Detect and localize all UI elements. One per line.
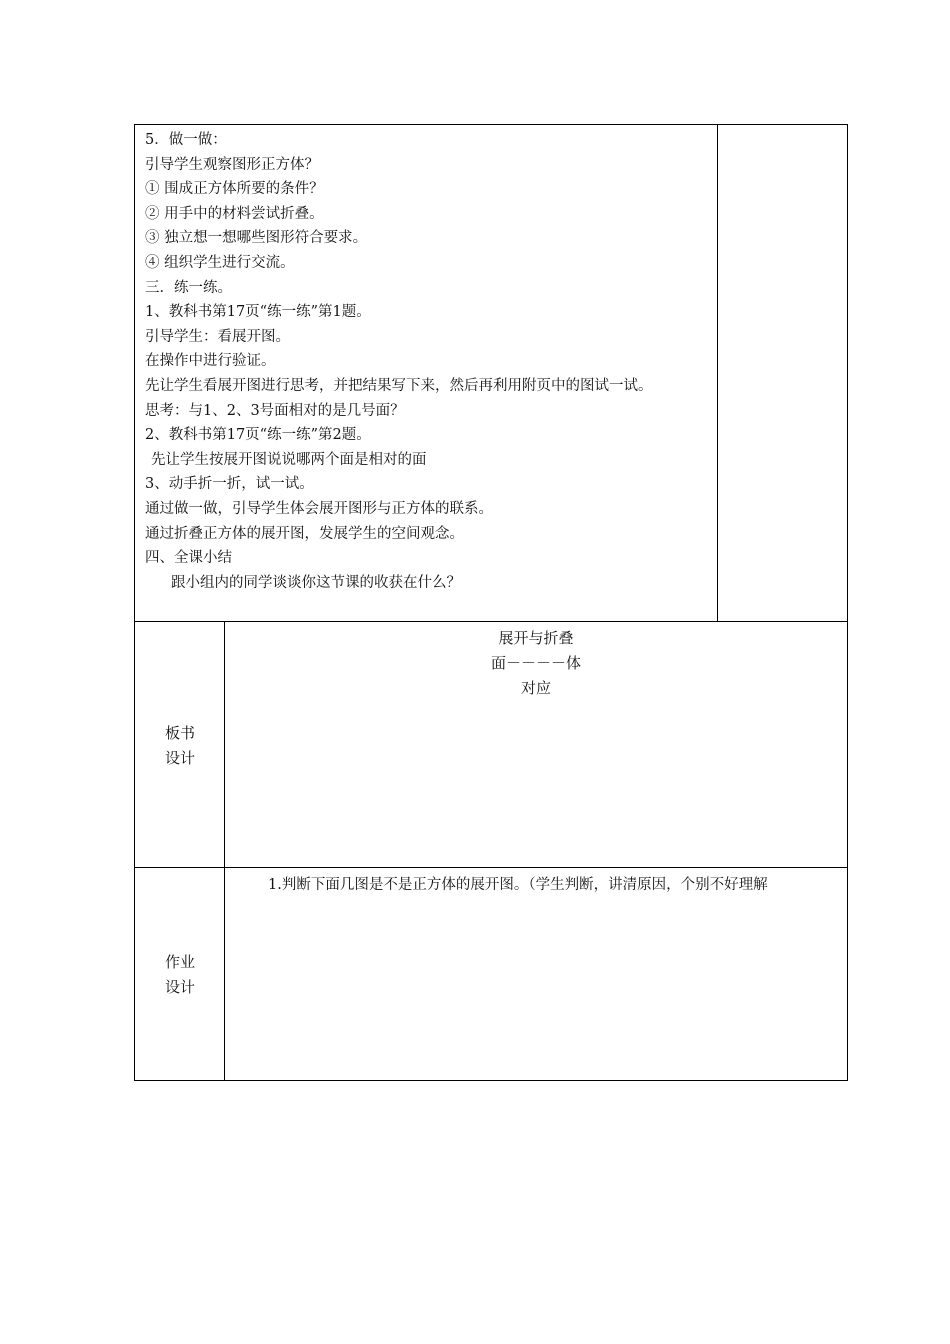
board-line-3: 对应: [520, 679, 551, 697]
process-line: ③ 独立想一想哪些图形符合要求。: [145, 230, 368, 247]
process-line: 5．做一做：: [145, 132, 227, 148]
process-line: 通过做一做，引导学生体会展开图形与正方体的联系。: [145, 500, 493, 517]
board-title: 展开与折叠: [498, 629, 574, 647]
board-design-label-line2: 设计: [164, 749, 195, 767]
table-border-left: [134, 124, 135, 1081]
process-line: 引导学生：看展开图。: [145, 328, 290, 345]
table-border-right: [847, 124, 848, 1081]
process-notes-divider: [717, 124, 718, 621]
table-border-top: [134, 124, 848, 125]
process-line: 思考：与1、2、3号面相对的是几号面？: [145, 402, 405, 419]
process-line: 先让学生看展开图进行思考，并把结果写下来，然后再利用附页中的图试一试。: [145, 377, 653, 394]
process-line: 1、教科书第17页“练一练”第1题。: [145, 304, 371, 321]
board-design-content: [226, 626, 846, 701]
process-line: ② 用手中的材料尝试折叠。: [145, 205, 324, 222]
process-line: 引导学生观察图形正方体？: [145, 156, 319, 173]
process-line: 先让学生按展开图说说哪两个面是相对的面: [151, 451, 427, 468]
process-line: 通过折叠正方体的展开图，发展学生的空间观念。: [145, 525, 464, 542]
table-border-bottom: [134, 1080, 848, 1081]
label-column-divider: [224, 621, 225, 1081]
homework-design-label-line2: 设计: [164, 978, 195, 996]
process-line: 跟小组内的同学谈谈你这节课的收获在什么？: [171, 574, 461, 591]
process-line: 3、动手折一折，试一试。: [145, 476, 314, 493]
board-line-2: 面－－－－体: [490, 654, 581, 672]
homework-design-label: [135, 950, 225, 1000]
board-design-label: [135, 721, 225, 771]
process-line: ④ 组织学生进行交流。: [145, 254, 295, 271]
process-line: 四、全课小结: [145, 550, 232, 567]
process-line: ① 围成正方体所要的条件？: [145, 181, 324, 198]
process-line: 在操作中进行验证。: [145, 353, 276, 370]
board-design-label-line1: 板书: [164, 724, 195, 742]
row-divider-2: [134, 867, 848, 868]
row-divider-1: [134, 621, 848, 622]
homework-design-label-line1: 作业: [164, 953, 195, 971]
teaching-process-section: [145, 128, 715, 595]
process-line: 2、教科书第17页“练一练”第2题。: [145, 427, 371, 444]
process-line: 三．练一练。: [145, 279, 232, 296]
homework-text: 1.判断下面几图是不是正方体的展开图。（学生判断，讲清原因，个别不好理解: [268, 877, 768, 893]
